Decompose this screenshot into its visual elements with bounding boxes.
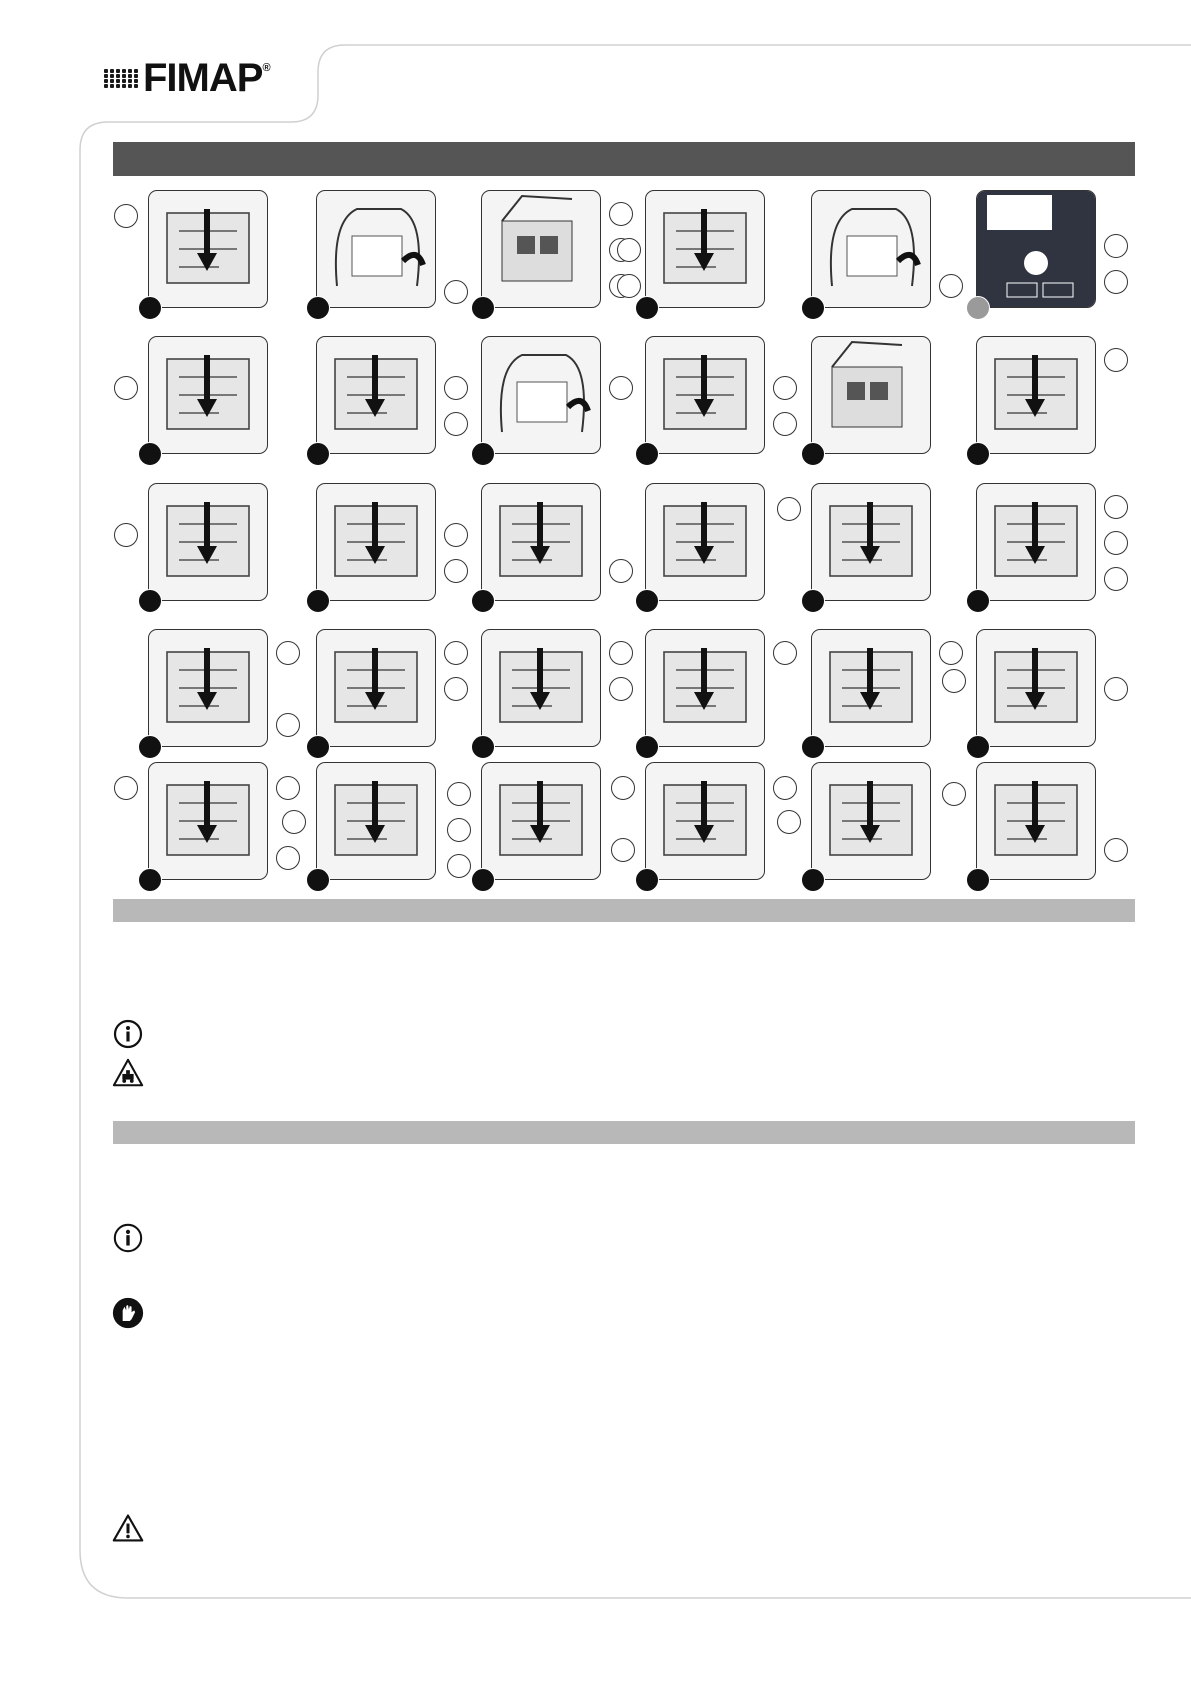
callout-marker	[609, 202, 633, 226]
step-number-marker	[471, 442, 495, 466]
subsection-band-2	[113, 1121, 1135, 1144]
filter-insert-icon	[317, 630, 435, 746]
brush-remove-icon	[646, 484, 764, 600]
step-illustration	[645, 762, 765, 880]
lever-rotation-icon	[149, 191, 267, 307]
callout-marker	[114, 523, 138, 547]
step-illustration	[481, 190, 601, 308]
info-icon	[112, 1018, 144, 1050]
callout-marker	[1104, 270, 1128, 294]
step-connector-detail-drawing	[645, 190, 765, 308]
callout-marker	[276, 776, 300, 800]
callout-marker	[1104, 838, 1128, 862]
cap-remove-icon	[149, 763, 267, 879]
callout-marker	[282, 810, 306, 834]
step-illustration	[976, 483, 1096, 601]
step-illustration	[316, 336, 436, 454]
logo-registered-mark: ®	[262, 62, 270, 74]
step-number-marker	[471, 735, 495, 759]
callout-marker	[773, 412, 797, 436]
callout-marker	[773, 376, 797, 400]
step-open-cover-drawing	[481, 336, 601, 454]
callout-marker	[114, 376, 138, 400]
step-cap-rotation-drawing	[811, 762, 931, 880]
step-number-marker	[801, 589, 825, 613]
step-open-cover-drawing	[811, 190, 931, 308]
step-number-marker	[966, 442, 990, 466]
step-number-marker	[306, 442, 330, 466]
step-number-marker	[471, 296, 495, 320]
callout-marker	[777, 497, 801, 521]
step-number-marker	[138, 296, 162, 320]
step-open-cover-drawing	[316, 190, 436, 308]
step-illustration	[481, 629, 601, 747]
subsection-band-1	[113, 899, 1135, 922]
step-lever-down-drawing	[148, 336, 268, 454]
gloves-icon	[112, 1297, 144, 1329]
callout-marker	[114, 776, 138, 800]
lever-down-icon	[149, 337, 267, 453]
step-illustration	[481, 336, 601, 454]
info-icon	[112, 1222, 144, 1254]
canister-icon	[482, 763, 600, 879]
step-number-marker	[966, 868, 990, 892]
callout-marker	[447, 782, 471, 806]
step-number-marker	[801, 868, 825, 892]
callout-marker	[444, 523, 468, 547]
step-battery-compartment-drawing	[811, 336, 931, 454]
callout-marker	[114, 204, 138, 228]
step-illustration	[148, 190, 268, 308]
callout-marker	[1104, 348, 1128, 372]
step-illustration	[645, 629, 765, 747]
step-illustration	[316, 762, 436, 880]
callout-marker	[617, 238, 641, 262]
step-battery-compartment-drawing	[481, 190, 601, 308]
open-cover-icon	[317, 191, 435, 307]
step-illustration	[976, 762, 1096, 880]
step-brush-slide-drawing	[481, 483, 601, 601]
connector-detail-icon	[646, 191, 764, 307]
step-illustration	[316, 483, 436, 601]
step-number-marker	[801, 442, 825, 466]
canister-lift-icon	[646, 763, 764, 879]
step-number-marker	[966, 296, 990, 320]
step-number-marker	[635, 735, 659, 759]
step-illustration	[811, 483, 931, 601]
step-illustration	[811, 190, 931, 308]
callout-marker	[1104, 567, 1128, 591]
callout-marker	[276, 713, 300, 737]
step-squeegee-knobs-drawing	[976, 483, 1096, 601]
side-door-icon	[317, 484, 435, 600]
step-number-marker	[138, 735, 162, 759]
step-illustration	[316, 190, 436, 308]
callout-marker	[276, 846, 300, 870]
brush-down-icon	[149, 484, 267, 600]
hose-rotation-icon	[646, 337, 764, 453]
callout-marker	[444, 412, 468, 436]
canister-cap-icon	[977, 763, 1095, 879]
step-canister-cap-drawing	[976, 762, 1096, 880]
step-number-marker	[801, 296, 825, 320]
step-bottle-lift-drawing	[811, 629, 931, 747]
callout-marker	[444, 641, 468, 665]
filter-rotation-icon	[482, 630, 600, 746]
step-hose-rotation-drawing	[645, 336, 765, 454]
callout-marker	[609, 559, 633, 583]
step-tank-lift-drawing	[976, 336, 1096, 454]
callout-marker	[1104, 234, 1128, 258]
logo-text: FIMAP	[143, 56, 263, 100]
callout-marker	[447, 818, 471, 842]
callout-marker	[444, 376, 468, 400]
callout-marker	[447, 854, 471, 878]
tank-lift-icon	[977, 337, 1095, 453]
step-number-marker	[138, 442, 162, 466]
step-illustration	[481, 483, 601, 601]
callout-marker	[617, 274, 641, 298]
cover-arrow-icon	[317, 337, 435, 453]
callout-marker	[1104, 531, 1128, 555]
step-illustration	[811, 629, 931, 747]
step-lever-rotation-drawing	[148, 190, 268, 308]
callout-marker	[444, 677, 468, 701]
control-panel-icon	[977, 191, 1095, 307]
battery-compartment-icon	[482, 191, 600, 307]
squeegee-knobs-icon	[977, 484, 1095, 600]
step-illustration	[148, 483, 268, 601]
callout-marker	[939, 274, 963, 298]
callout-marker	[942, 782, 966, 806]
callout-marker	[1104, 495, 1128, 519]
step-number-marker	[306, 735, 330, 759]
step-illustration	[811, 762, 931, 880]
step-number-marker	[138, 868, 162, 892]
knob-rotation-icon	[812, 484, 930, 600]
step-number-marker	[966, 735, 990, 759]
step-number-marker	[306, 296, 330, 320]
callout-marker	[609, 376, 633, 400]
callout-marker	[773, 776, 797, 800]
bottle-tilt-icon	[977, 630, 1095, 746]
callout-marker	[611, 776, 635, 800]
callout-marker	[773, 641, 797, 665]
callout-marker	[444, 280, 468, 304]
step-illustration	[645, 483, 765, 601]
step-knob-rotation-drawing	[811, 483, 931, 601]
pad-down-icon	[149, 630, 267, 746]
callout-marker	[609, 677, 633, 701]
step-filter-insert-drawing	[316, 629, 436, 747]
step-illustration	[645, 190, 765, 308]
machine-warning-icon	[112, 1057, 144, 1089]
step-number-marker	[966, 589, 990, 613]
step-illustration	[811, 336, 931, 454]
callout-marker	[444, 559, 468, 583]
step-illustration	[148, 629, 268, 747]
warning-icon	[112, 1512, 144, 1544]
brush-slide-icon	[482, 484, 600, 600]
step-canister-drawing	[481, 762, 601, 880]
step-bottle-tilt-drawing	[976, 629, 1096, 747]
step-illustration	[481, 762, 601, 880]
callout-marker	[939, 641, 963, 665]
step-illustration	[976, 190, 1096, 308]
step-illustration	[148, 762, 268, 880]
step-illustration	[316, 629, 436, 747]
callout-marker	[609, 641, 633, 665]
step-number-marker	[471, 589, 495, 613]
step-number-marker	[635, 296, 659, 320]
step-number-marker	[635, 589, 659, 613]
step-cap-remove-drawing	[148, 762, 268, 880]
step-canister-lift-drawing	[645, 762, 765, 880]
step-cover-arrow-drawing	[316, 336, 436, 454]
hose-detail-icon	[317, 763, 435, 879]
step-number-marker	[306, 589, 330, 613]
step-filter-rotation-drawing	[481, 629, 601, 747]
callout-marker	[276, 641, 300, 665]
step-illustration	[148, 336, 268, 454]
cap-rotation-icon	[812, 763, 930, 879]
step-number-marker	[306, 868, 330, 892]
step-number-marker	[635, 868, 659, 892]
step-brush-down-drawing	[148, 483, 268, 601]
step-hose-detail-drawing	[316, 762, 436, 880]
step-number-marker	[138, 589, 162, 613]
bottle-lift-icon	[812, 630, 930, 746]
step-illustration	[976, 336, 1096, 454]
disc-rotation-icon	[646, 630, 764, 746]
step-illustration	[645, 336, 765, 454]
step-number-marker	[471, 868, 495, 892]
step-illustration	[976, 629, 1096, 747]
step-brush-remove-drawing	[645, 483, 765, 601]
open-cover-icon	[482, 337, 600, 453]
battery-compartment-icon	[812, 337, 930, 453]
step-number-marker	[801, 735, 825, 759]
callout-marker	[611, 838, 635, 862]
step-disc-rotation-drawing	[645, 629, 765, 747]
open-cover-icon	[812, 191, 930, 307]
step-side-door-drawing	[316, 483, 436, 601]
step-pad-down-drawing	[148, 629, 268, 747]
step-control-panel-drawing	[976, 190, 1096, 308]
callout-marker	[942, 669, 966, 693]
callout-marker	[1104, 677, 1128, 701]
step-number-marker	[635, 442, 659, 466]
callout-marker	[777, 810, 801, 834]
